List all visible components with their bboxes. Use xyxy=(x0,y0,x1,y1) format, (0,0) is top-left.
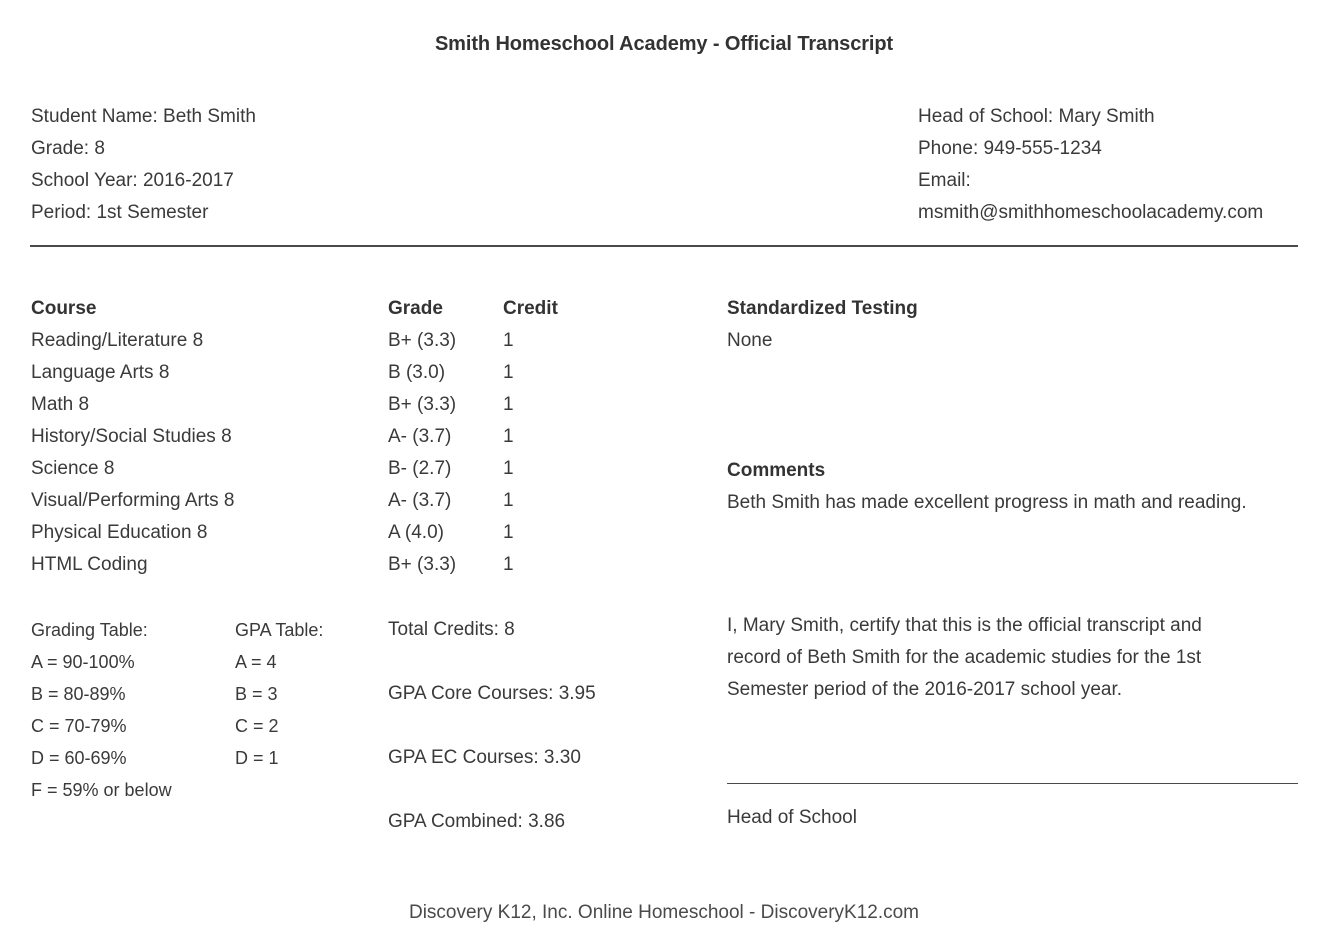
school-year-line: School Year: 2016-2017 xyxy=(31,170,234,191)
school-info-block xyxy=(918,101,1318,229)
reference-row xyxy=(31,614,371,646)
course-credit: 1 xyxy=(503,554,514,575)
head-of-school-line: Head of School: Mary Smith xyxy=(918,106,1155,127)
course-grade: A (4.0) xyxy=(388,522,444,543)
gpa-summary xyxy=(388,614,708,838)
reference-row xyxy=(31,742,371,774)
period-line: Period: 1st Semester xyxy=(31,202,209,223)
course-grade: A- (3.7) xyxy=(388,490,452,511)
course-credit: 1 xyxy=(503,522,514,543)
table-row xyxy=(31,485,691,517)
signature-label: Head of School xyxy=(727,807,857,828)
header-divider xyxy=(30,245,1298,247)
course-credit: 1 xyxy=(503,362,514,383)
course-name: HTML Coding xyxy=(31,554,148,575)
course-name: Science 8 xyxy=(31,458,115,479)
gpa-table-heading: GPA Table: xyxy=(235,620,324,640)
course-credit: 1 xyxy=(503,490,514,511)
reference-row xyxy=(31,774,371,806)
course-grade: B+ (3.3) xyxy=(388,554,457,575)
signature-line xyxy=(727,783,1298,784)
reference-tables xyxy=(31,614,371,806)
course-grade: A- (3.7) xyxy=(388,426,452,447)
grading-scale-entry: B = 80-89% xyxy=(31,684,126,704)
table-row xyxy=(31,325,691,357)
grading-scale-entry: C = 70-79% xyxy=(31,716,127,736)
standardized-testing-body: None xyxy=(727,330,773,351)
course-name: Reading/Literature 8 xyxy=(31,330,204,351)
comments-body: Beth Smith has made excellent progress in math and reading. xyxy=(727,492,1247,513)
course-credit: 1 xyxy=(503,426,514,447)
page-footer: Discovery K12, Inc. Online Homeschool - DiscoveryK12.com xyxy=(408,902,920,923)
course-credit: 1 xyxy=(503,458,514,479)
email-address-line: msmith@smithhomeschoolacademy.com xyxy=(918,202,1264,223)
reference-row xyxy=(31,710,371,742)
course-grade: B (3.0) xyxy=(388,362,446,383)
grading-table-heading: Grading Table: xyxy=(31,620,148,640)
grading-scale-entry: D = 60-69% xyxy=(31,748,127,768)
course-grade: B+ (3.3) xyxy=(388,394,457,415)
certification-section xyxy=(727,610,1257,706)
table-row xyxy=(31,517,691,549)
gpa-scale-entry: C = 2 xyxy=(235,716,279,736)
table-row xyxy=(31,389,691,421)
reference-row xyxy=(31,646,371,678)
email-label-line: Email: xyxy=(918,170,971,191)
gpa-scale-entry: D = 1 xyxy=(235,748,279,768)
grading-scale-entry: A = 90-100% xyxy=(31,652,135,672)
course-grade: B+ (3.3) xyxy=(388,330,457,351)
standardized-testing-section xyxy=(727,293,1307,357)
gpa-scale-entry: B = 3 xyxy=(235,684,278,704)
grade-line: Grade: 8 xyxy=(31,138,105,159)
course-credit: 1 xyxy=(503,394,514,415)
certification-statement: I, Mary Smith, certify that this is the official transcript and record of Beth Smith for the academic studies for the 1st Semester period of the 2016-2017 school year. xyxy=(727,615,1202,700)
gpa-core-courses: GPA Core Courses: 3.95 xyxy=(388,683,596,704)
course-column-header: Course xyxy=(31,298,97,319)
course-name: Visual/Performing Arts 8 xyxy=(31,490,235,511)
table-row xyxy=(31,421,691,453)
phone-line: Phone: 949-555-1234 xyxy=(918,138,1102,159)
table-row xyxy=(31,453,691,485)
gpa-combined: GPA Combined: 3.86 xyxy=(388,811,566,832)
page-title: Smith Homeschool Academy - Official Transcript xyxy=(434,33,894,55)
table-header-row xyxy=(31,293,691,325)
course-table xyxy=(31,293,691,581)
student-info-block xyxy=(31,101,631,229)
total-credits: Total Credits: 8 xyxy=(388,619,515,640)
student-name-line: Student Name: Beth Smith xyxy=(31,106,256,127)
gpa-ec-courses: GPA EC Courses: 3.30 xyxy=(388,747,581,768)
course-name: Math 8 xyxy=(31,394,90,415)
grade-column-header: Grade xyxy=(388,298,443,319)
course-grade: B- (2.7) xyxy=(388,458,452,479)
table-row xyxy=(31,357,691,389)
course-credit: 1 xyxy=(503,330,514,351)
comments-heading: Comments xyxy=(727,460,826,481)
comments-section xyxy=(727,455,1307,519)
gpa-scale-entry: A = 4 xyxy=(235,652,277,672)
course-name: Physical Education 8 xyxy=(31,522,208,543)
grading-scale-entry: F = 59% or below xyxy=(31,780,172,800)
credit-column-header: Credit xyxy=(503,298,558,319)
table-row xyxy=(31,549,691,581)
course-name: History/Social Studies 8 xyxy=(31,426,232,447)
standardized-testing-heading: Standardized Testing xyxy=(727,298,918,319)
course-name: Language Arts 8 xyxy=(31,362,170,383)
reference-row xyxy=(31,678,371,710)
